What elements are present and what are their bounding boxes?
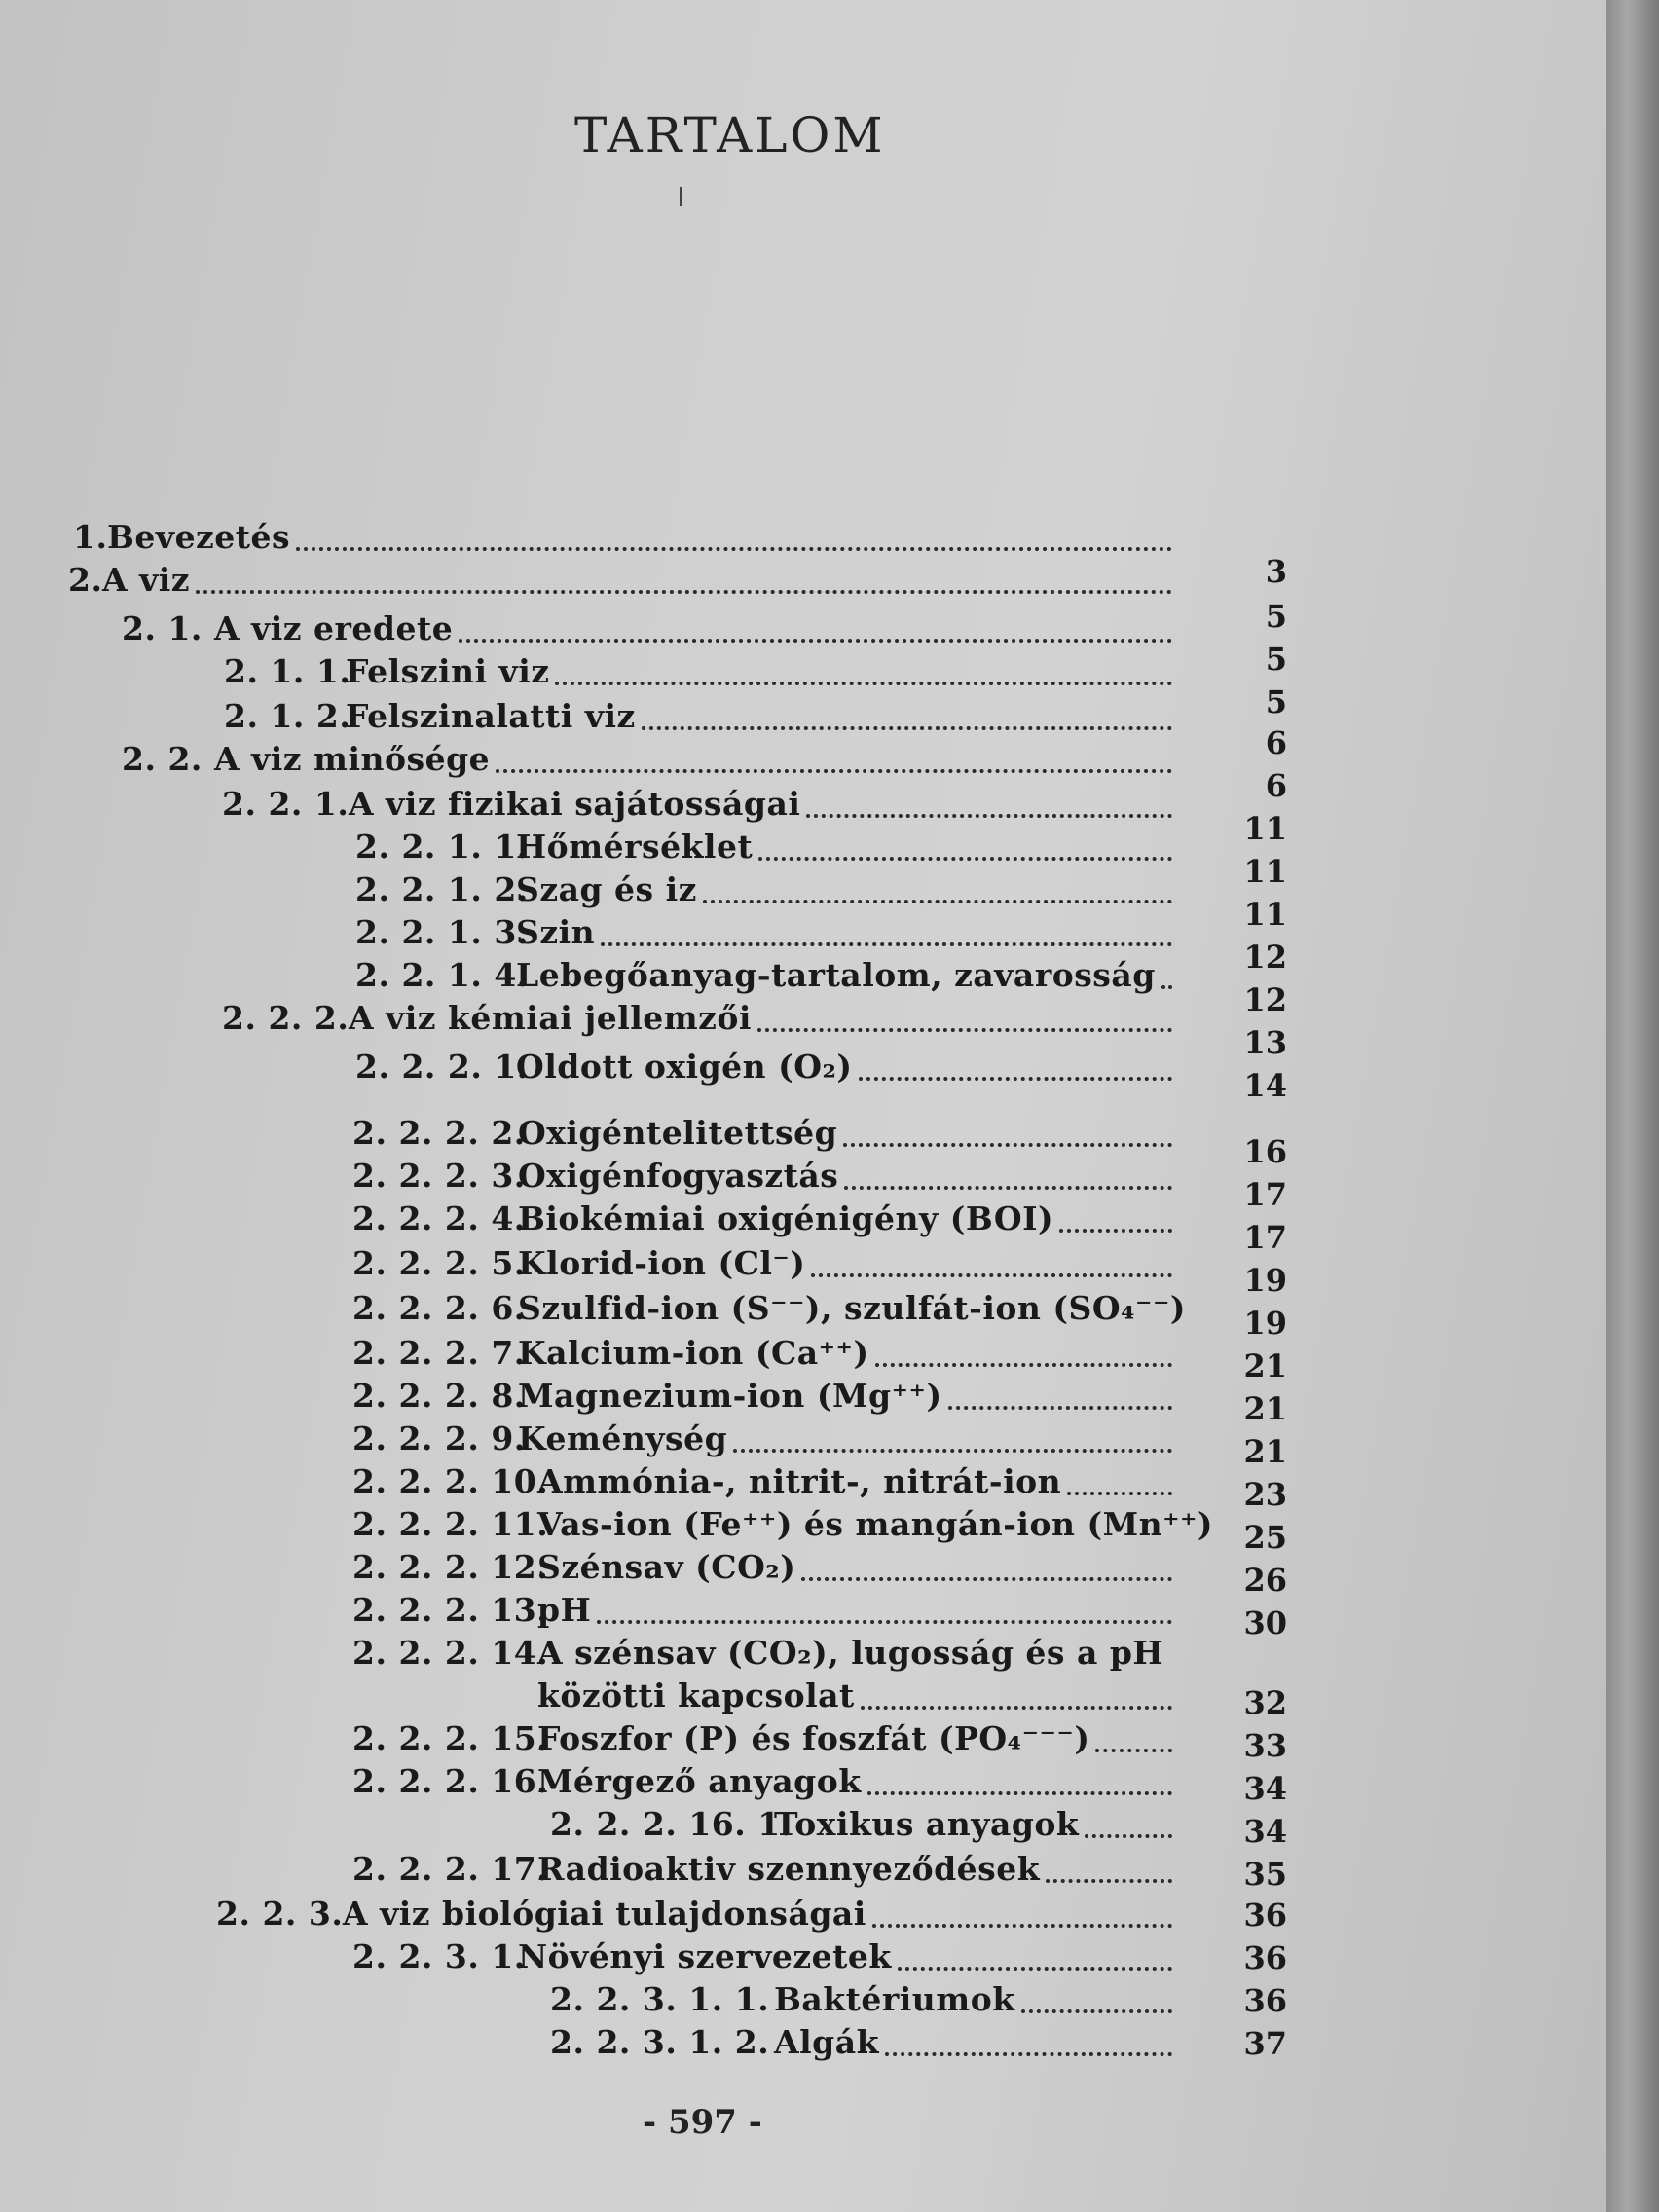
toc-entry [355, 954, 1178, 997]
dot-leader [757, 1028, 1172, 1032]
toc-entry-label: A szénsav (CO₂), lugosság és a pH [537, 1634, 1164, 1672]
toc-entry [352, 1418, 1178, 1460]
toc-entry-number: 2. 1. [122, 609, 203, 647]
toc-page-number: 11 [1243, 896, 1287, 933]
toc-entry [355, 911, 1178, 954]
toc-entry [550, 2021, 1178, 2064]
toc-page-number: 36 [1243, 1982, 1287, 2019]
dot-leader [296, 547, 1172, 551]
dot-leader [898, 1967, 1172, 1971]
dot-leader [875, 1363, 1172, 1367]
toc-entry-label: Mérgező anyagok [537, 1762, 862, 1800]
toc-entry-label: A viz fizikai sajátosságai [349, 785, 801, 823]
toc-entry [352, 1717, 1178, 1760]
page-footer-number: - 597 - [643, 2103, 762, 2142]
toc-entry-number: 2. 2. 2. 11. [352, 1505, 549, 1543]
toc-entry-label: Ammónia-, nitrit-, nitrát-ion [537, 1462, 1062, 1500]
toc-entry [537, 1675, 1178, 1717]
toc-page-number: 5 [1265, 683, 1287, 720]
toc-entry-label: Vas-ion (Fe⁺⁺) és mangán-ion (Mn⁺⁺) [537, 1505, 1214, 1543]
toc-entry [352, 1589, 1178, 1632]
dot-leader [758, 857, 1172, 861]
toc-page-number: 6 [1265, 724, 1287, 761]
toc-page-number: 6 [1265, 767, 1287, 804]
toc-entry [352, 1375, 1178, 1418]
toc-entry-label: A viz kémiai jellemzői [349, 999, 752, 1037]
dot-leader [1059, 1229, 1172, 1233]
toc-entry [352, 1848, 1178, 1891]
toc-page-number: 12 [1243, 939, 1287, 976]
toc-entry [352, 1546, 1178, 1589]
page-title: TARTALOM [574, 107, 886, 164]
toc-entry [352, 1503, 1214, 1546]
dot-leader [844, 1186, 1172, 1190]
dot-leader [843, 1143, 1172, 1147]
dot-leader [859, 1077, 1172, 1081]
toc-entry [352, 1155, 1178, 1198]
toc-entry-number: 2. 2. 2. 6. [352, 1289, 526, 1327]
dot-leader [733, 1449, 1172, 1453]
toc-entry-number: 2. 2. 2. 3. [352, 1157, 526, 1195]
toc-entry [550, 1978, 1178, 2021]
toc-entry-label: Szin [516, 913, 596, 951]
toc-page-number: 26 [1243, 1562, 1287, 1599]
dot-leader [1021, 2009, 1172, 2013]
dot-leader [597, 1620, 1172, 1624]
toc-page-number: 11 [1243, 853, 1287, 890]
toc-entry-number: 2. 2. 2. 15. [352, 1719, 549, 1757]
toc-entry-number: 2. 2. 2. 12. [352, 1548, 549, 1586]
toc-page-number: 34 [1243, 1770, 1287, 1807]
toc-entry-label: Bevezetés [107, 518, 291, 556]
toc-entry-number: 2. 2. 2. 1. [355, 1048, 529, 1086]
toc-entry-number: 2. 2. 2. 16. 1. [550, 1805, 793, 1843]
toc-page-number: 21 [1243, 1347, 1287, 1384]
toc-entry-number: 2. 2. 1. [222, 785, 350, 823]
toc-entry-label: pH [537, 1591, 592, 1629]
toc-entry-number: 2. 2. 1. 1. [355, 828, 529, 866]
toc-entry-number: 2. 2. [122, 740, 203, 778]
toc-entry-label: Oxigéntelitettség [518, 1114, 838, 1152]
toc-entry [352, 1242, 1178, 1285]
toc-page-number: 12 [1243, 981, 1287, 1018]
toc-entry-number: 2. 2. 2. 4. [352, 1199, 526, 1237]
toc-entry-number: 2. [68, 561, 103, 599]
dot-leader [642, 726, 1172, 730]
toc-entry-number: 2. 2. 2. 2. [352, 1114, 526, 1152]
toc-entry [355, 1046, 1178, 1088]
toc-entry-label: Szulfid-ion (S⁻⁻), szulfát-ion (SO₄⁻⁻) [518, 1289, 1186, 1327]
toc-entry-label: Keménység [518, 1419, 728, 1457]
toc-entry [550, 1803, 1178, 1846]
toc-entry [73, 516, 1178, 559]
toc-entry-number: 2. 2. 2. [222, 999, 350, 1037]
toc-page-number: 17 [1243, 1219, 1287, 1256]
toc-entry [224, 650, 1178, 693]
dot-leader [555, 682, 1172, 685]
toc-entry-label: Felszini viz [346, 652, 550, 690]
dot-leader [1095, 1749, 1172, 1752]
toc-entry [352, 1332, 1178, 1375]
dot-leader [885, 2052, 1172, 2056]
toc-entry-number: 2. 2. 3. 1. 1. [550, 1980, 770, 2018]
dot-leader [1161, 985, 1172, 989]
toc-entry-number: 2. 1. 1. [224, 652, 351, 690]
toc-page-number: 30 [1243, 1604, 1287, 1641]
toc-entry [224, 695, 1178, 738]
dot-leader [948, 1406, 1172, 1410]
toc-page-number: 32 [1243, 1684, 1287, 1721]
dot-leader [872, 1924, 1172, 1928]
toc-entry-number: 2. 2. 2. 8. [352, 1377, 526, 1415]
dot-leader [601, 942, 1172, 946]
toc-page-number: 13 [1243, 1024, 1287, 1061]
toc-entry-number: 2. 2. 2. 5. [352, 1244, 526, 1282]
toc-entry-number: 2. 2. 1. 2. [355, 870, 529, 908]
page-edge [1606, 0, 1659, 2212]
toc-entry [352, 1112, 1178, 1155]
toc-entry [352, 1198, 1178, 1240]
dot-leader [861, 1706, 1172, 1710]
toc-page-number: 33 [1243, 1727, 1287, 1764]
toc-page-number: 19 [1243, 1262, 1287, 1299]
toc-entry-label: Szénsav (CO₂) [537, 1548, 796, 1586]
toc-entry-number: 2. 2. 2. 7. [352, 1334, 526, 1372]
toc-page-number: 5 [1265, 641, 1287, 678]
toc-entry [352, 1760, 1178, 1803]
toc-entry-label: A viz [102, 561, 191, 599]
toc-entry-label: Lebegőanyag-tartalom, zavarosság [516, 956, 1156, 994]
toc-entry [352, 1632, 1178, 1675]
toc-entry-number: 2. 2. 2. 10. [352, 1462, 549, 1500]
dot-leader [459, 639, 1172, 643]
toc-entry-label: közötti kapcsolat [537, 1677, 855, 1714]
toc-entry-label: Oldott oxigén (O₂) [516, 1048, 853, 1086]
dot-leader [496, 769, 1172, 773]
toc-page-number: 3 [1265, 553, 1287, 590]
toc-page-number: 36 [1243, 1897, 1287, 1934]
toc-page-number: 19 [1243, 1305, 1287, 1342]
toc-page-number: 25 [1243, 1519, 1287, 1556]
toc-entry-label: Magnezium-ion (Mg⁺⁺) [518, 1377, 942, 1415]
toc-page-number: 16 [1243, 1133, 1287, 1170]
dot-leader [1067, 1492, 1172, 1495]
toc-entry [222, 997, 1178, 1040]
toc-page-number: 23 [1243, 1476, 1287, 1513]
dot-leader [867, 1791, 1172, 1795]
toc-page-number: 36 [1243, 1939, 1287, 1976]
toc-entry-number: 2. 2. 2. 13. [352, 1591, 549, 1629]
toc-entry [355, 868, 1178, 911]
dot-leader [196, 590, 1172, 594]
toc-entry-label: Kalcium-ion (Ca⁺⁺) [518, 1334, 869, 1372]
toc-entry [352, 1460, 1178, 1503]
toc-entry-label: Hőmérséklet [516, 828, 754, 866]
toc-entry-number: 2. 2. 1. 3. [355, 913, 529, 951]
toc-entry [216, 1893, 1178, 1936]
toc-entry-label: Szag és iz [516, 870, 697, 908]
toc-entry-label: A viz eredete [214, 609, 454, 647]
toc-page-number: 21 [1243, 1433, 1287, 1470]
dot-leader [811, 1273, 1172, 1277]
toc-page-number: 14 [1243, 1067, 1287, 1104]
toc-entry [352, 1287, 1186, 1330]
toc-entry-number: 2. 2. 3. [216, 1895, 344, 1933]
toc-entry [122, 608, 1178, 650]
toc-entry-number: 2. 2. 3. 1. [352, 1937, 526, 1975]
toc-page-number: 37 [1243, 2025, 1287, 2062]
toc-page-number: 35 [1243, 1856, 1287, 1893]
toc-entry-number: 2. 2. 2. 17. [352, 1850, 549, 1888]
toc-entry-number: 2. 2. 2. 16. [352, 1762, 549, 1800]
toc-page-number: 5 [1265, 598, 1287, 635]
toc-entry [355, 826, 1178, 868]
toc-entry-label: Toxikus anyagok [774, 1805, 1080, 1843]
toc-entry-number: 2. 1. 2. [224, 697, 351, 735]
dot-leader [806, 814, 1172, 818]
toc-entry-label: Oxigénfogyasztás [518, 1157, 839, 1195]
toc-entry-label: A viz biológiai tulajdonságai [343, 1895, 866, 1933]
toc-entry-label: Klorid-ion (Cl⁻) [518, 1244, 806, 1282]
toc-page-number: 11 [1243, 810, 1287, 847]
toc-entry [222, 783, 1178, 826]
toc-page-number: 17 [1243, 1176, 1287, 1213]
dot-leader [801, 1577, 1172, 1581]
toc-entry-number: 2. 2. 2. 9. [352, 1419, 526, 1457]
toc-entry-label: Algák [774, 2023, 879, 2061]
toc-entry-label: Radioaktiv szennyeződések [537, 1850, 1041, 1888]
toc-entry-label: Felszinalatti viz [346, 697, 636, 735]
toc-entry-label: Baktériumok [774, 1980, 1015, 2018]
toc-entry [122, 738, 1178, 781]
toc-page-number: 21 [1243, 1390, 1287, 1427]
dot-leader [1046, 1879, 1172, 1883]
toc-entry [352, 1936, 1178, 1978]
dot-leader [1085, 1834, 1172, 1838]
toc-entry-number: 2. 2. 3. 1. 2. [550, 2023, 770, 2061]
toc-entry-label: Növényi szervezetek [518, 1937, 892, 1975]
dot-leader [703, 900, 1172, 903]
toc-entry-number: 2. 2. 1. 4. [355, 956, 529, 994]
toc-entry [68, 559, 1178, 602]
toc-entry-number: 2. 2. 2. 14. [352, 1634, 549, 1672]
toc-entry-label: A viz minősége [214, 740, 491, 778]
toc-entry-number: 1. [73, 518, 108, 556]
toc-entry-label: Foszfor (P) és foszfát (PO₄⁻⁻⁻) [537, 1719, 1090, 1757]
toc-entry-label: Biokémiai oxigénigény (BOI) [518, 1199, 1054, 1237]
toc-page-number: 34 [1243, 1813, 1287, 1850]
